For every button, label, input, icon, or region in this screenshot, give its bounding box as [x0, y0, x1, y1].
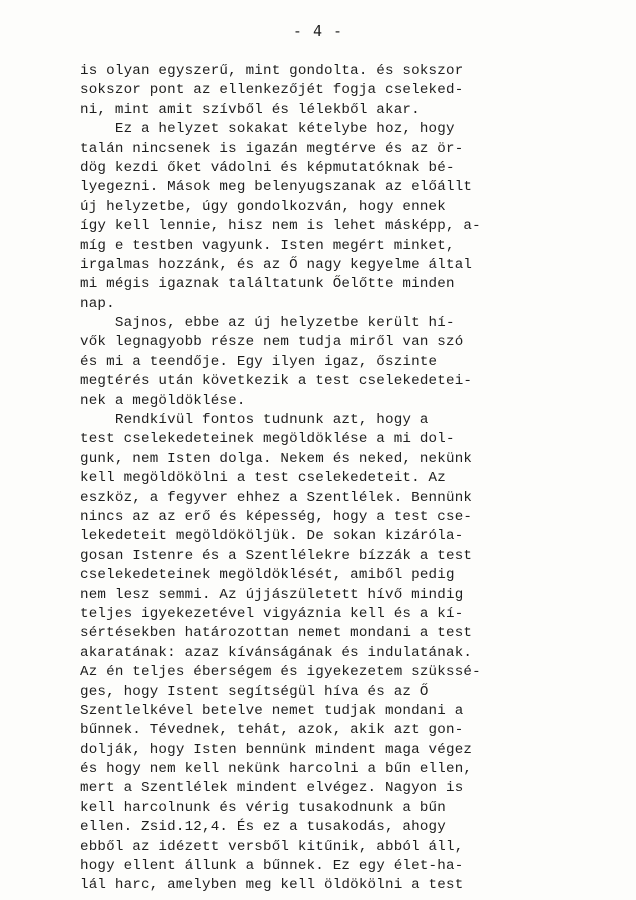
text-line: teljes igyekezetével vigyáznia kell és a kí- — [80, 605, 464, 622]
text-line: bűnnek. Tévednek, tehát, azok, akik azt gon- — [80, 722, 464, 739]
text-line: irgalmas hozzánk, és az Ő nagy kegyelme által — [80, 256, 473, 273]
text-line: ni, mint amit szívből és lélekből akar. — [80, 101, 420, 118]
text-line: így kell lennie, hisz nem is lehet másképp, a- — [80, 218, 481, 235]
text-line: ges, hogy Istent segítségül híva és az Ő — [80, 683, 429, 700]
text-line: mert a Szentlélek mindent elvégez. Nagyon is — [80, 780, 464, 797]
text-line: vők legnagyobb része nem tudja miről van szó — [80, 334, 464, 351]
text-line: kell megöldökölni a test cselekedeteit. Az — [80, 470, 446, 487]
text-line: gunk, nem Isten dolga. Nekem és neked, nekünk — [80, 450, 473, 467]
text-line: mi mégis igaznak találtatunk Őelőtte minden — [80, 276, 455, 293]
body-text — [80, 62, 580, 896]
text-line: ebből az idézett versből kitűnik, abból áll, — [80, 838, 464, 855]
text-line: nincs az az erő és képesség, hogy a test cse- — [80, 508, 473, 525]
text-line: cselekedeteinek megöldöklését, amiből pedig — [80, 567, 455, 584]
text-line: nap. — [80, 295, 115, 312]
text-line: ellen. Zsid.12,4. És ez a tusakodás, ahogy — [80, 819, 446, 836]
text-line: Az én teljes éberségem és igyekezetem szükssé- — [80, 664, 481, 681]
text-line: lekedeteit megöldököljük. De sokan kizáróla- — [80, 528, 464, 545]
text-line: megtérés után következik a test cselekedetei- — [80, 373, 473, 390]
text-line: talán nincsenek is igazán megtérve és az ör- — [80, 140, 464, 157]
text-line: nek a megöldöklése. — [80, 392, 246, 409]
text-line: sokszor pont az ellenkezőjét fogja cseleked- — [80, 82, 464, 99]
text-line: lyegezni. Mások meg belenyugszanak az előállt — [80, 179, 473, 196]
text-line: hogy ellent állunk a bűnnek. Ez egy élet-ha- — [80, 858, 464, 875]
text-line: Rendkívül fontos tudnunk azt, hogy a — [80, 412, 429, 429]
text-line: gosan Istenre és a Szentlélekre bízzák a test — [80, 547, 473, 564]
text-line: Ez a helyzet sokakat kételybe hoz, hogy — [80, 121, 455, 138]
text-line: lál harc, amelyben meg kell öldökölni a test — [80, 877, 464, 894]
page-number: - 4 - — [292, 22, 344, 40]
text-line: és hogy nem kell nekünk harcolni a bűn ellen, — [80, 761, 473, 778]
text-line: dolják, hogy Isten bennünk mindent maga végez — [80, 741, 473, 758]
text-line: test cselekedeteinek megöldöklése a mi dol- — [80, 431, 455, 448]
text-line: Sajnos, ebbe az új helyzetbe került hí- — [80, 315, 455, 332]
text-line: Szentlelkével betelve nemet tudjak mondani a — [80, 702, 464, 719]
text-line: sértésekben határozottan nemet mondani a test — [80, 625, 473, 642]
text-line: míg e testben vagyunk. Isten megért minket, — [80, 237, 455, 254]
text-line: eszköz, a fegyver ehhez a Szentlélek. Bennünk — [80, 489, 473, 506]
text-line: új helyzetbe, úgy gondolkozván, hogy ennek — [80, 198, 446, 215]
text-line: is olyan egyszerű, mint gondolta. és sokszor — [80, 63, 464, 79]
text-line: és mi a teendője. Egy ilyen igaz, őszinte — [80, 353, 438, 370]
text-line: kell harcolnunk és vérig tusakodnunk a bűn — [80, 799, 446, 816]
text-line: nem lesz semmi. Az újjászületett hívő mindig — [80, 586, 464, 603]
text-line: akaratának: azaz kívánságának és indulatának. — [80, 644, 473, 661]
text-line: dög kezdi őket vádolni és képmutatóknak bé- — [80, 159, 455, 176]
